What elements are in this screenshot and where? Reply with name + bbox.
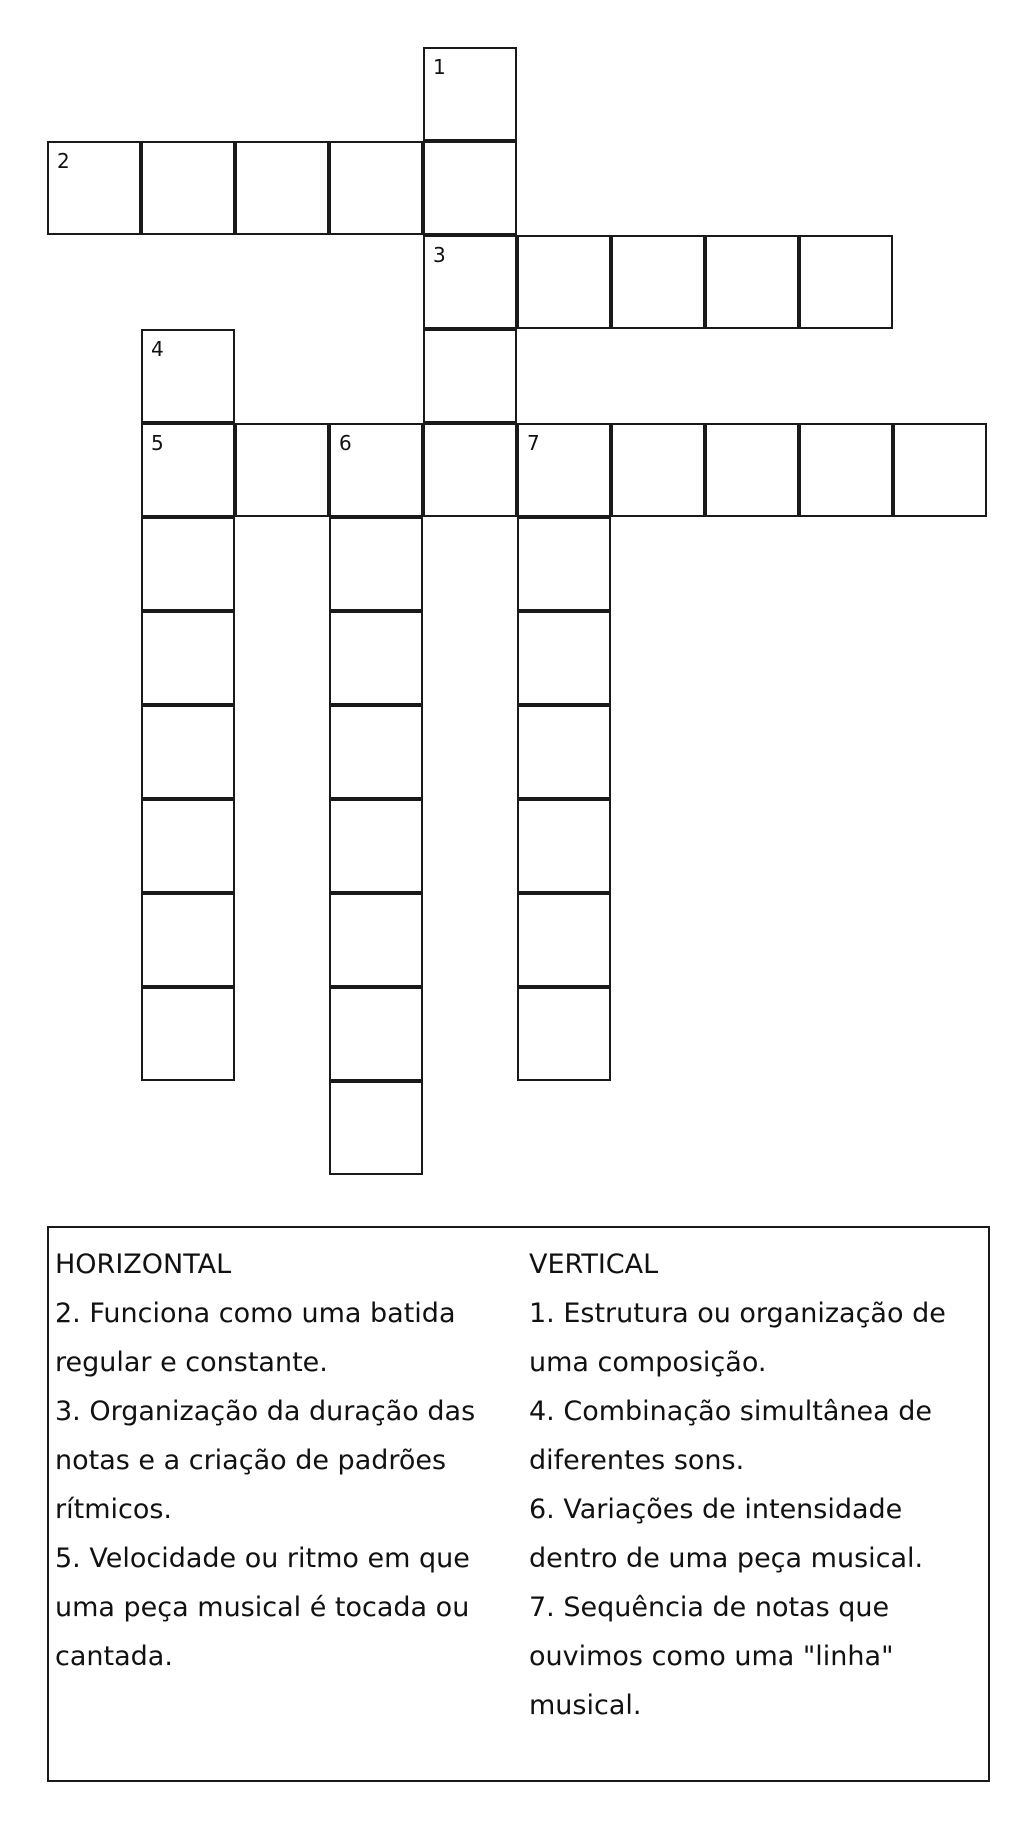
clue-line: dentro de uma peça musical. xyxy=(529,1543,924,1574)
crossword-cell[interactable] xyxy=(329,1081,423,1175)
crossword-cell[interactable] xyxy=(141,705,235,799)
clue-line: ouvimos como uma "linha" xyxy=(529,1641,894,1672)
crossword-cell[interactable] xyxy=(141,517,235,611)
crossword-cell[interactable] xyxy=(235,423,329,517)
clue-number: 5 xyxy=(151,431,164,455)
crossword-cell[interactable] xyxy=(799,423,893,517)
clue-line: regular e constante. xyxy=(55,1347,328,1378)
clue-line: notas e a criação de padrões xyxy=(55,1445,447,1476)
clue-line: 1. Estrutura ou organização de xyxy=(529,1298,946,1329)
crossword-cell[interactable] xyxy=(329,517,423,611)
clue-number: 2 xyxy=(57,149,70,173)
crossword-cell[interactable] xyxy=(517,987,611,1081)
crossword-cell[interactable] xyxy=(329,987,423,1081)
clue-number: 7 xyxy=(527,431,540,455)
crossword-cell[interactable] xyxy=(141,423,235,517)
crossword-cell[interactable] xyxy=(611,423,705,517)
clue-line: 7. Sequência de notas que xyxy=(529,1592,890,1623)
clues-box xyxy=(47,1226,990,1782)
crossword-cell[interactable] xyxy=(235,141,329,235)
crossword-cell[interactable] xyxy=(705,235,799,329)
crossword-cell[interactable] xyxy=(799,235,893,329)
clue-number: 4 xyxy=(151,337,164,361)
crossword-cell[interactable] xyxy=(517,517,611,611)
crossword-cell[interactable] xyxy=(141,893,235,987)
clues-vertical-heading: VERTICAL xyxy=(529,1249,659,1280)
crossword-cell[interactable] xyxy=(423,329,517,423)
crossword-cell[interactable] xyxy=(47,141,141,235)
crossword-cell[interactable] xyxy=(329,705,423,799)
crossword-cell[interactable] xyxy=(423,235,517,329)
crossword-cell[interactable] xyxy=(517,611,611,705)
clue-line: 2. Funciona como uma batida xyxy=(55,1298,456,1329)
crossword-cell[interactable] xyxy=(329,611,423,705)
crossword-cell[interactable] xyxy=(329,423,423,517)
clue-line: cantada. xyxy=(55,1641,173,1672)
crossword-cell[interactable] xyxy=(893,423,987,517)
crossword-cell[interactable] xyxy=(329,893,423,987)
crossword-cell[interactable] xyxy=(705,423,799,517)
crossword-cell[interactable] xyxy=(141,987,235,1081)
clue-number: 3 xyxy=(433,243,446,267)
crossword-cell[interactable] xyxy=(141,611,235,705)
crossword-cell[interactable] xyxy=(423,423,517,517)
clue-number: 1 xyxy=(433,55,446,79)
clue-line: 6. Variações de intensidade xyxy=(529,1494,903,1525)
crossword-cell[interactable] xyxy=(423,47,517,141)
crossword-cell[interactable] xyxy=(141,329,235,423)
clues-vertical xyxy=(529,1240,969,1730)
clue-line: 5. Velocidade ou ritmo em que xyxy=(55,1543,470,1574)
clue-line: musical. xyxy=(529,1690,642,1721)
crossword-cell[interactable] xyxy=(329,799,423,893)
clue-line: uma peça musical é tocada ou xyxy=(55,1592,470,1623)
crossword-cell[interactable] xyxy=(517,423,611,517)
crossword-cell[interactable] xyxy=(517,705,611,799)
clue-line: diferentes sons. xyxy=(529,1445,745,1476)
crossword-cell[interactable] xyxy=(611,235,705,329)
crossword-cell[interactable] xyxy=(517,893,611,987)
crossword-cell[interactable] xyxy=(141,799,235,893)
crossword-cell[interactable] xyxy=(517,799,611,893)
clues-horizontal-heading: HORIZONTAL xyxy=(55,1249,232,1280)
crossword-cell[interactable] xyxy=(423,141,517,235)
clue-line: uma composição. xyxy=(529,1347,767,1378)
clue-number: 6 xyxy=(339,431,352,455)
clue-line: rítmicos. xyxy=(55,1494,173,1525)
crossword-cell[interactable] xyxy=(141,141,235,235)
clues-horizontal xyxy=(55,1240,495,1681)
clue-line: 3. Organização da duração das xyxy=(55,1396,476,1427)
crossword-cell[interactable] xyxy=(517,235,611,329)
clue-line: 4. Combinação simultânea de xyxy=(529,1396,933,1427)
crossword-cell[interactable] xyxy=(329,141,423,235)
